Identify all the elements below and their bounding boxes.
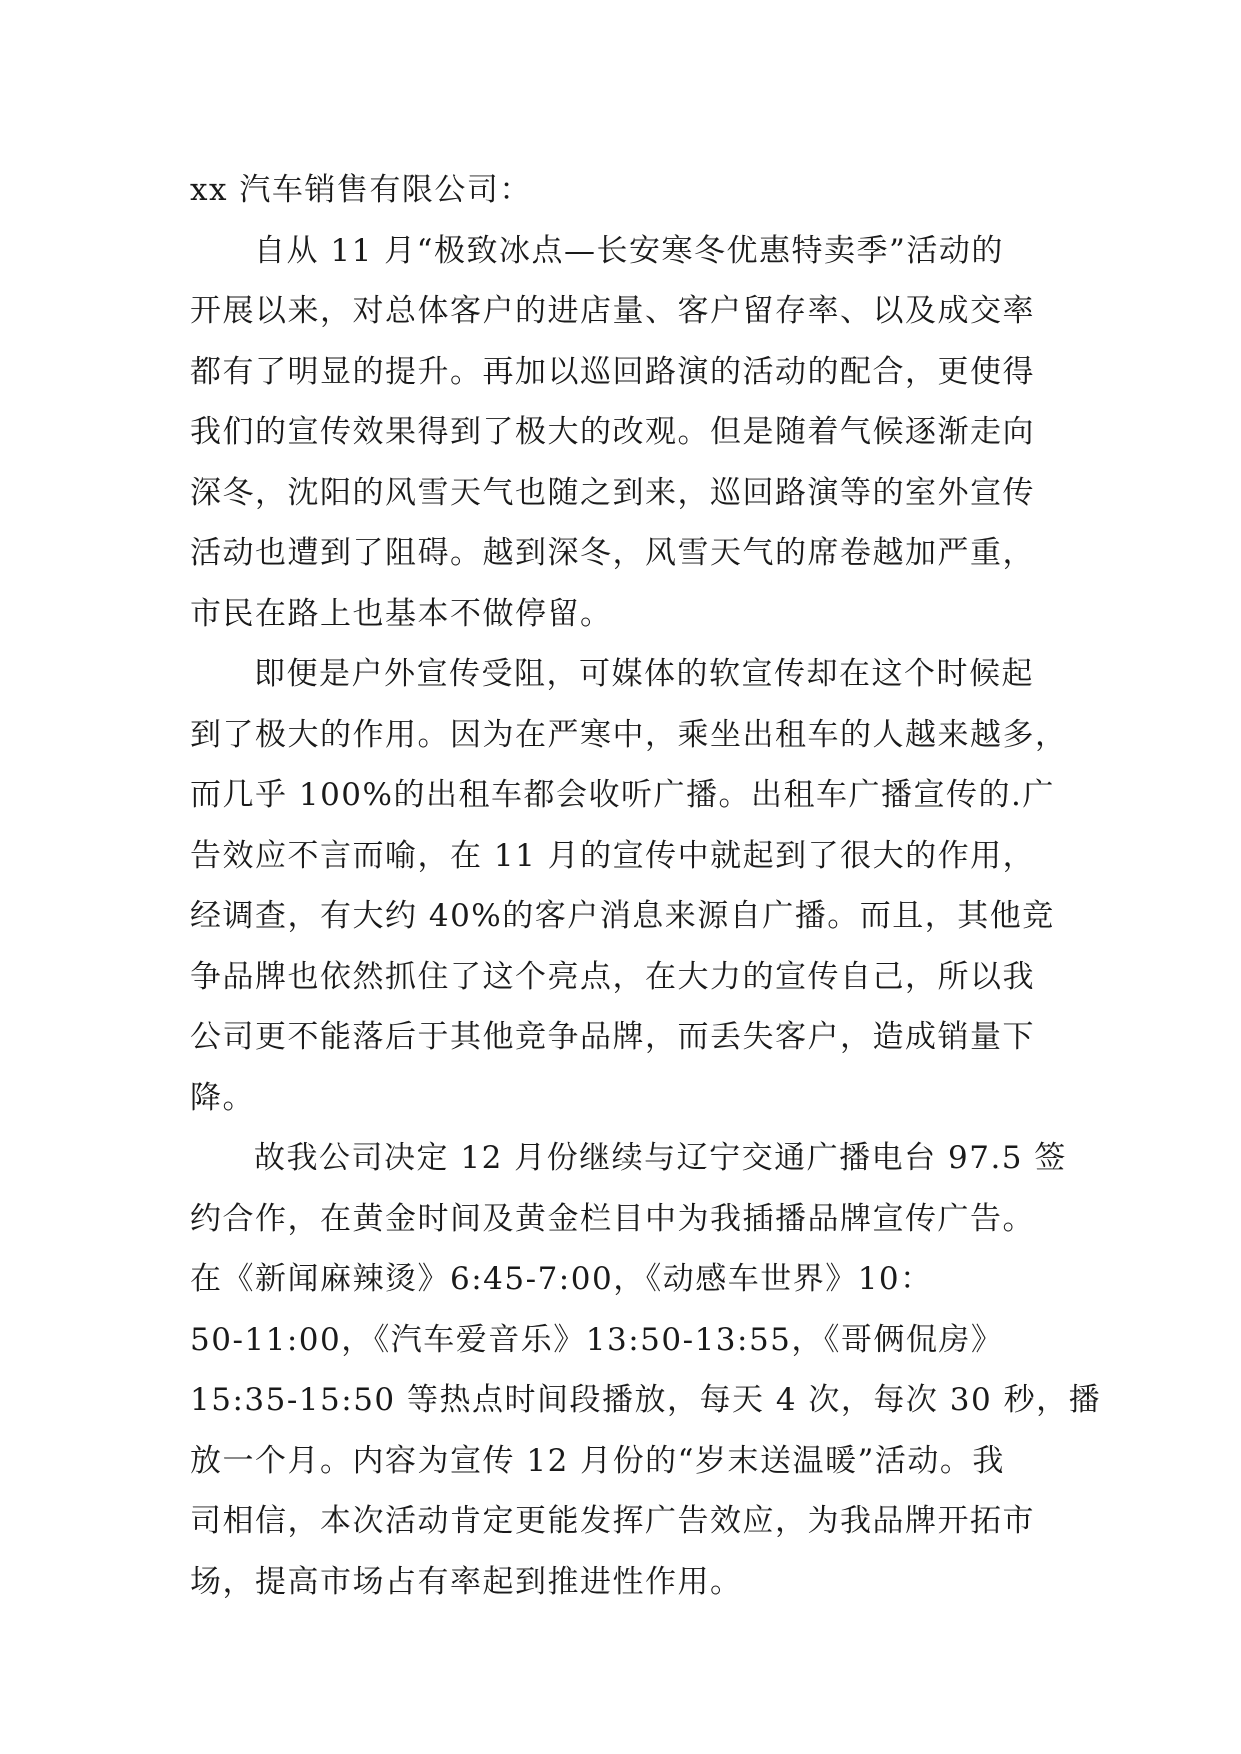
paragraph-line: 争品牌也依然抓住了这个亮点，在大力的宣传自己，所以我 (190, 958, 1035, 995)
paragraph-line: 市民在路上也基本不做停留。 (190, 595, 613, 632)
paragraph-line: 经调查，有大约 40%的客户消息来源自广播。而且，其他竞 (190, 898, 1055, 934)
paragraph-line: 都有了明显的提升。再加以巡回路演的活动的配合，更使得 (190, 353, 1035, 390)
paragraph-line: 场，提高市场占有率起到推进性作用。 (190, 1563, 743, 1600)
paragraph-line: 放一个月。内容为宣传 12 月份的“岁末送温暖”活动。我 (190, 1442, 1005, 1479)
paragraph-line: 到了极大的作用。因为在严寒中，乘坐出租车的人越来越多， (190, 716, 1068, 753)
paragraph-line: 我们的宣传效果得到了极大的改观。但是随着气候逐渐走向 (190, 414, 1035, 450)
paragraph-line: 约合作，在黄金时间及黄金栏目中为我插播品牌宣传广告。 (190, 1200, 1035, 1237)
paragraph-line: 公司更不能落后于其他竞争品牌，而丢失客户，造成销量下 (190, 1019, 1035, 1055)
paragraph-line: 告效应不言而喻，在 11 月的宣传中就起到了很大的作用， (190, 837, 1036, 874)
paragraph-line: 活动也遭到了阻碍。越到深冬，风雪天气的席卷越加严重， (190, 535, 1035, 571)
paragraph-line: 自从 11 月“极致冰点—长安寒冬优惠特卖季”活动的 (254, 232, 1004, 269)
paragraph-line: 故我公司决定 12 月份继续与辽宁交通广播电台 97.5 签 (254, 1140, 1067, 1176)
paragraph-line: 而几乎 100%的出租车都会收听广播。出租车广播宣传的.广 (190, 777, 1055, 813)
paragraph-line: 即便是户外宣传受阻，可媒体的软宣传却在这个时候起 (254, 656, 1034, 692)
paragraph-line: 降。 (190, 1079, 255, 1116)
paragraph-line: 深冬，沈阳的风雪天气也随之到来，巡回路演等的室外宣传 (190, 474, 1035, 511)
paragraph-line: 司相信，本次活动肯定更能发挥广告效应，为我品牌开拓市 (190, 1503, 1035, 1539)
document-body (190, 160, 1102, 1612)
paragraph-line: 50-11:00，《汽车爱音乐》13:50-13:55，《哥俩侃房》 (190, 1321, 1004, 1358)
salutation: xx 汽车销售有限公司： (190, 172, 532, 208)
paragraph-line: 15:35-15:50 等热点时间段播放，每天 4 次，每次 30 秒，播 (190, 1382, 1102, 1418)
paragraph-line: 在《新闻麻辣烫》6:45-7:00，《动感车世界》10： (190, 1261, 933, 1297)
paragraph-line: 开展以来，对总体客户的进店量、客户留存率、以及成交率 (190, 293, 1035, 329)
